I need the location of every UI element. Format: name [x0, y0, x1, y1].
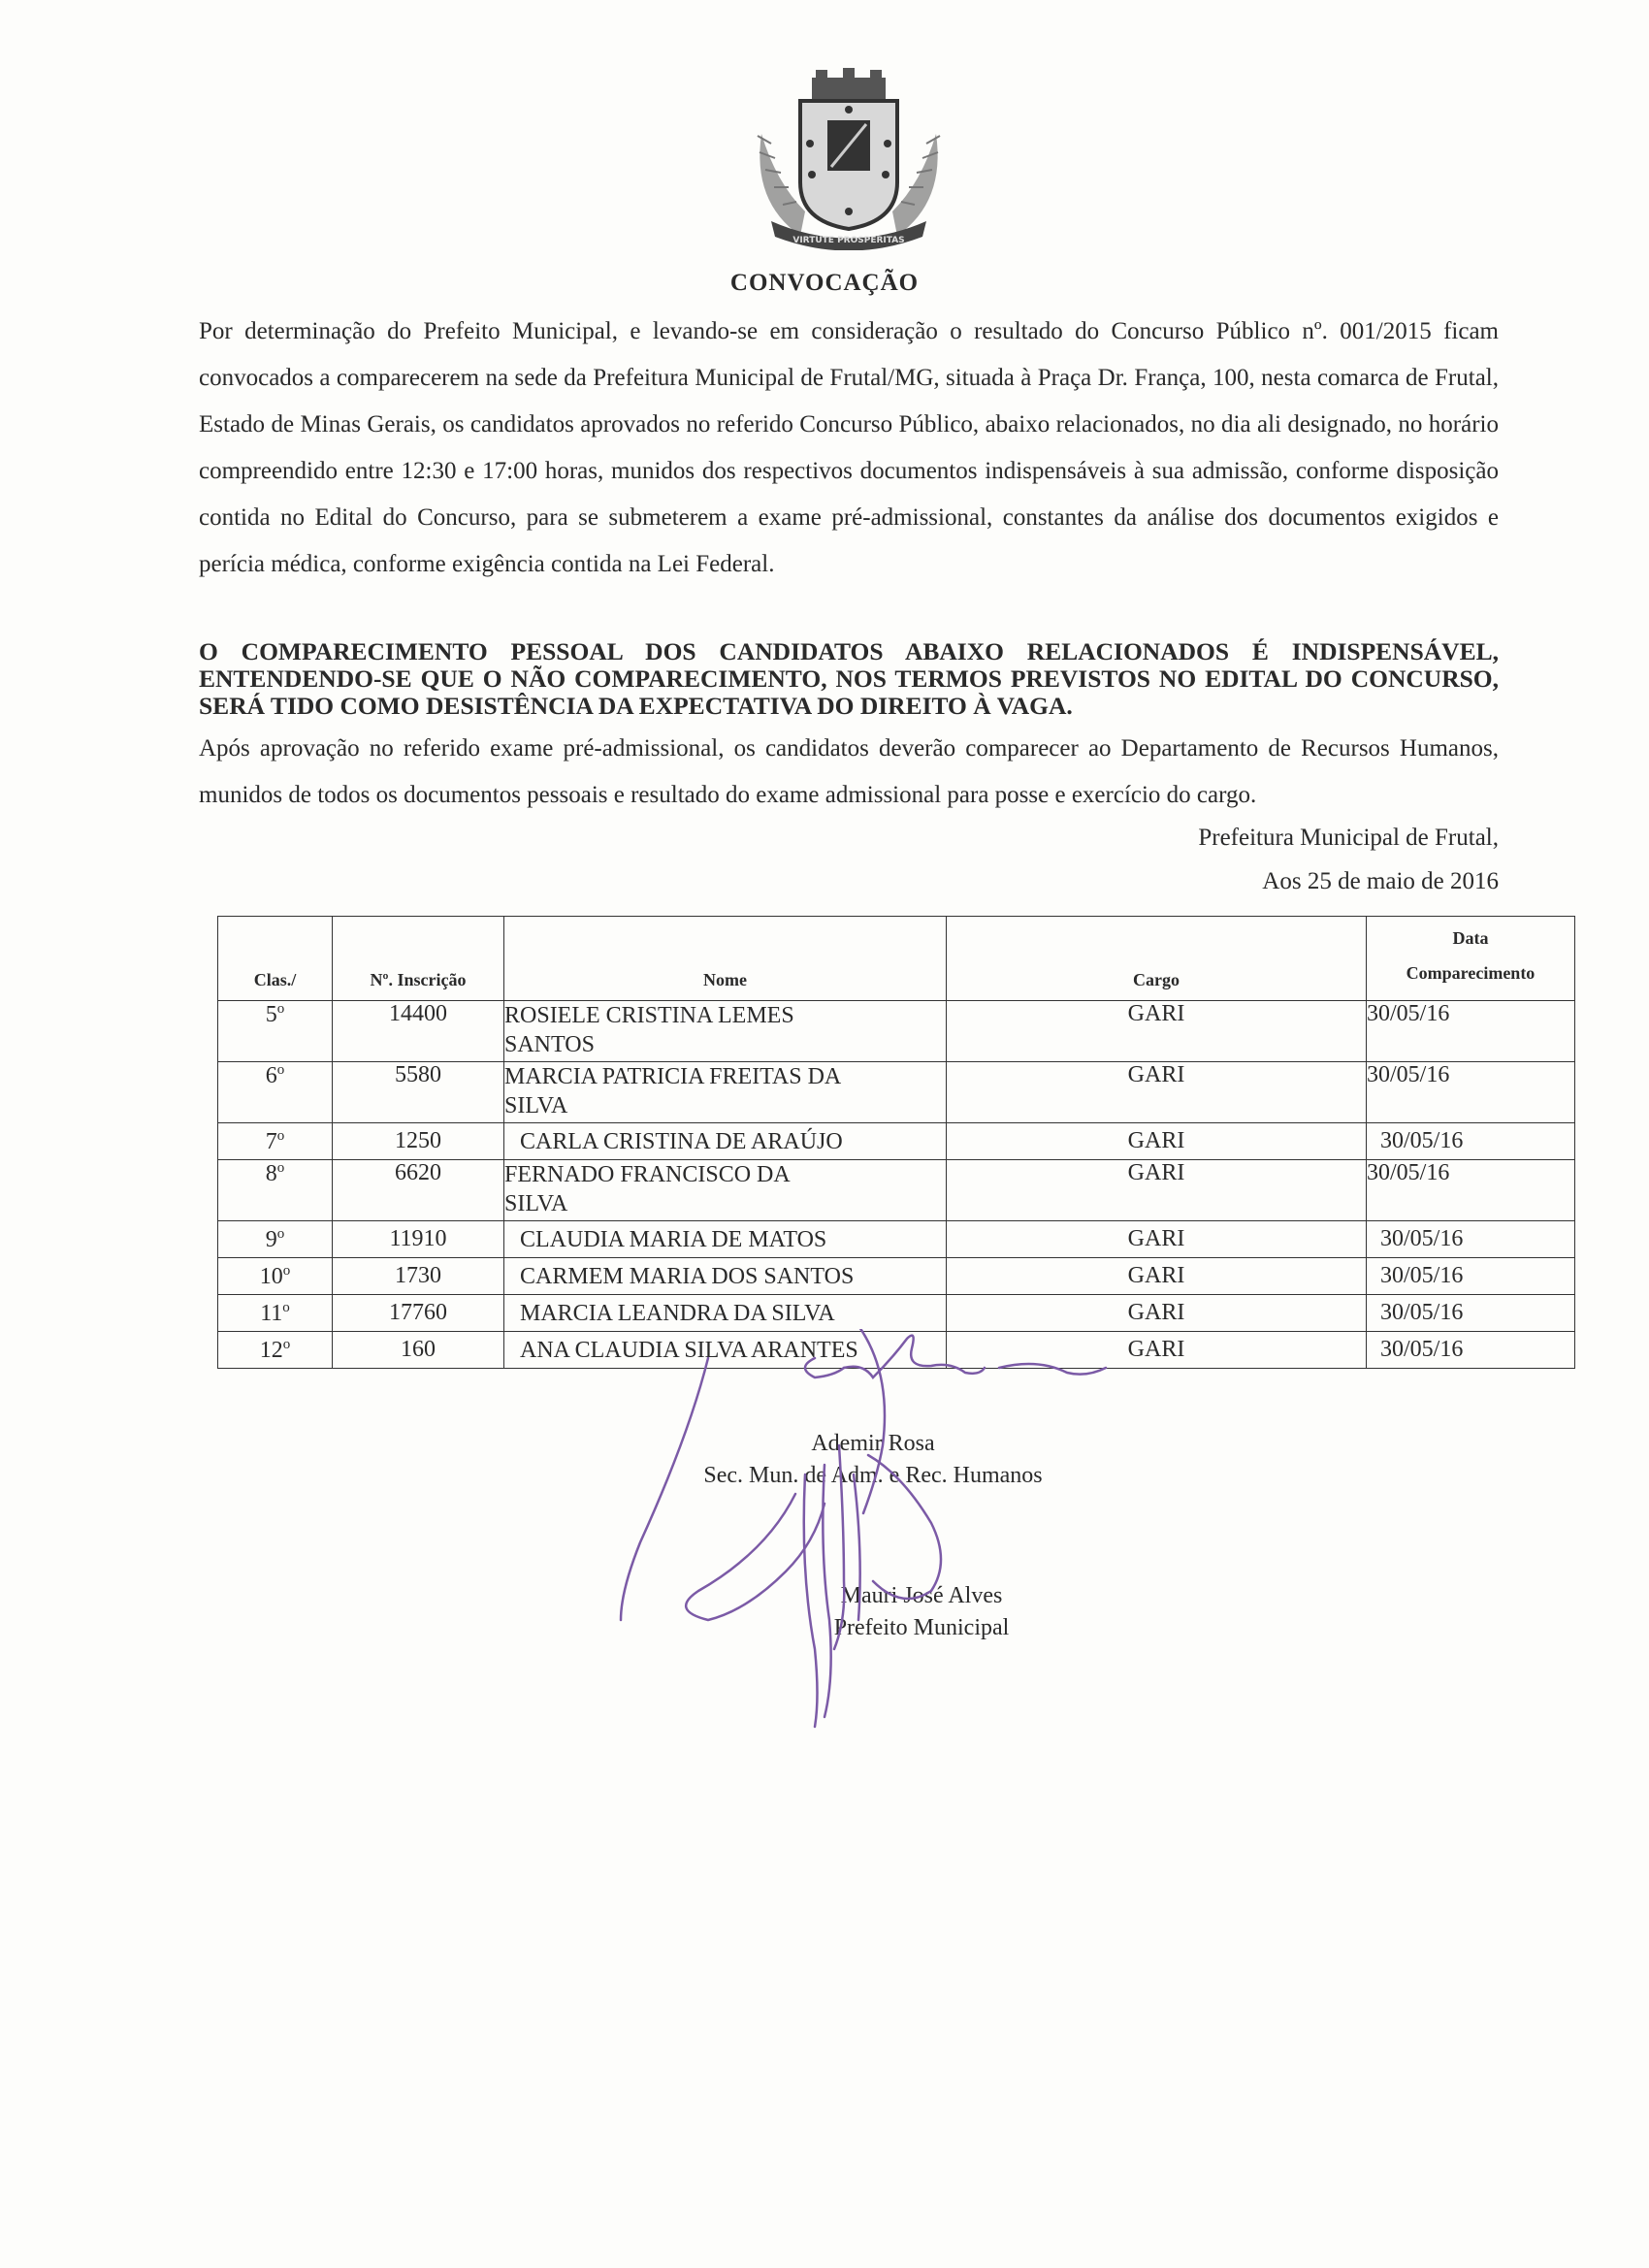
table-row	[218, 1123, 1575, 1160]
signatory2-role: Prefeito Municipal	[833, 1615, 1010, 1640]
class-cell: 5$^o$	[218, 1001, 333, 1062]
date-cell: 30/05/16	[1367, 1001, 1575, 1062]
inscription-cell: 6620	[333, 1160, 504, 1221]
signatory2-name: Mauri José Alves	[840, 1583, 1003, 1608]
signatory1-name: Ademir Rosa	[811, 1431, 935, 1456]
class-cell: 12$^o$	[218, 1332, 333, 1369]
role-cell: GARI	[947, 1258, 1367, 1295]
name-cell: ANA CLAUDIA SILVA ARANTES	[504, 1332, 947, 1369]
candidates-table	[217, 916, 1575, 1369]
inscription-cell: 160	[333, 1332, 504, 1369]
date-cell: 30/05/16	[1367, 1332, 1575, 1369]
role-cell: GARI	[947, 1160, 1367, 1221]
inscription-cell: 14400	[333, 1001, 504, 1062]
date-cell: 30/05/16	[1367, 1258, 1575, 1295]
municipal-crest-icon	[732, 66, 965, 250]
table-row	[218, 1258, 1575, 1295]
convocation-paragraph: Por determinação do Prefeito Municipal, e levando-se em consideração o resultado do Concurso Público nº. 001/2015 ficam convocados a comparecerem na sede da Prefeitura Municipal de Frutal/MG, situada à Praça Dr. França, 100, nesta comarca de Frutal, Estado de Minas Gerais, os candidatos aprovados no referido Concurso Público, abaixo relacionados, no dia ali designado, no horário compreendido entre 12:30 e 17:00 horas, munidos dos respectivos documentos indispensáveis à sua admissão, conforme disposição contida no Edital do Concurso, para se submeterem a exame pré-admissional, constantes da análise dos documentos exigidos e perícia médica, conforme exigência contida na Lei Federal.	[199, 318, 1499, 577]
header-name: Nome	[504, 917, 947, 1001]
name-cell: ROSIELE CRISTINA LEMES SANTOS	[504, 1001, 947, 1062]
name-cell: FERNADO FRANCISCO DA SILVA	[504, 1160, 947, 1221]
document-title: CONVOCAÇÃO	[729, 270, 920, 296]
attendance-warning: O COMPARECIMENTO PESSOAL DOS CANDIDATOS ABAIXO RELACIONADOS É INDISPENSÁVEL, ENTENDENDO-SE QUE O NÃO COMPARECIMENTO, NOS TERMOS PREVISTOS NO EDITAL DO CONCURSO, SERÁ TIDO COMO DESISTÊNCIA DA EXPECTATIVA DO DIREITO À VAGA.	[199, 637, 1499, 720]
inscription-cell: 17760	[333, 1295, 504, 1332]
role-cell: GARI	[947, 1295, 1367, 1332]
issue-date: Aos 25 de maio de 2016	[1262, 868, 1499, 894]
date-cell: 30/05/16	[1367, 1160, 1575, 1221]
table-row	[218, 1160, 1575, 1221]
inscription-cell: 1250	[333, 1123, 504, 1160]
table-row	[218, 1295, 1575, 1332]
table-header-row	[218, 917, 1575, 1001]
issuing-place: Prefeitura Municipal de Frutal,	[1198, 825, 1499, 851]
header-attendance-date: Data Comparecimento	[1367, 917, 1575, 1001]
header-inscription: Nº. Inscrição	[333, 917, 504, 1001]
date-cell: 30/05/16	[1367, 1295, 1575, 1332]
inscription-cell: 1730	[333, 1258, 504, 1295]
class-cell: 9$^o$	[218, 1221, 333, 1258]
inscription-cell: 5580	[333, 1062, 504, 1123]
class-cell: 11$^o$	[218, 1295, 333, 1332]
table-row	[218, 1001, 1575, 1062]
class-cell: 8$^o$	[218, 1160, 333, 1221]
post-exam-paragraph: Após aprovação no referido exame pré-admissional, os candidatos deverão comparecer ao Departamento de Recursos Humanos, munidos de todos os documentos pessoais e resultado do exame admissional para posse e exercício do cargo.	[199, 735, 1499, 808]
table-row	[218, 1221, 1575, 1258]
name-cell: CARLA CRISTINA DE ARAÚJO	[504, 1123, 947, 1160]
name-cell: MARCIA LEANDRA DA SILVA	[504, 1295, 947, 1332]
header-role: Cargo	[947, 917, 1367, 1001]
role-cell: GARI	[947, 1123, 1367, 1160]
table-row	[218, 1062, 1575, 1123]
date-cell: 30/05/16	[1367, 1221, 1575, 1258]
role-cell: GARI	[947, 1332, 1367, 1369]
header-class: Clas./	[218, 917, 333, 1001]
inscription-cell: 11910	[333, 1221, 504, 1258]
role-cell: GARI	[947, 1221, 1367, 1258]
class-cell: 6$^o$	[218, 1062, 333, 1123]
class-cell: 7$^o$	[218, 1123, 333, 1160]
name-cell: CARMEM MARIA DOS SANTOS	[504, 1258, 947, 1295]
handwritten-signature-icon	[524, 1329, 1145, 1795]
date-cell: 30/05/16	[1367, 1123, 1575, 1160]
name-cell: MARCIA PATRICIA FREITAS DA SILVA	[504, 1062, 947, 1123]
date-cell: 30/05/16	[1367, 1062, 1575, 1123]
role-cell: GARI	[947, 1001, 1367, 1062]
role-cell: GARI	[947, 1062, 1367, 1123]
class-cell: 10$^o$	[218, 1258, 333, 1295]
name-cell: CLAUDIA MARIA DE MATOS	[504, 1221, 947, 1258]
signatory1-role: Sec. Mun. de Adm. e Rec. Humanos	[703, 1463, 1043, 1488]
crest-motto: VIRTUTE PROSPERITAS	[792, 236, 905, 245]
